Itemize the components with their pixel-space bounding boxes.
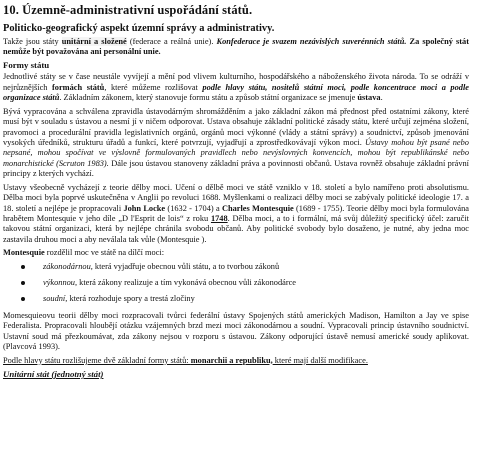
paragraph-separation-of-powers: [3, 183, 469, 246]
p3-text-3: (1689 - 1755). Teorie dělby moci byla formulována hrabětem Montesquie v jeho díle „D l'Esprit de lois“ z roku: [3, 203, 469, 223]
heading-unitary-state: Unitární stát (jednotný stát): [3, 369, 104, 379]
page-title: 10. Územně-administrativní uspořádání států.: [3, 3, 253, 17]
paragraph-montesquie-division: [3, 248, 469, 258]
p3-text-4: . Dělba moci, a to i formální, má svůj důležitý specifický účel: zaručit takovou státní organizaci, která by nejlépe chránila svobodu občanů. Aby politické svobody bylo dosaženo, je nutné, aby jedna moc zastavila druhou moci a aby neválala tak vůle (Montesquie ).: [3, 213, 469, 244]
p1-text-2: , které můžeme rozlišovat: [104, 82, 203, 92]
list-item-legislative: [3, 262, 469, 272]
p1-text-3: . Základním zákonem, který stanovuje formu státu a způsob státní organizace se jmenuje: [59, 93, 358, 103]
paragraph-federalist: Momesquieovu teorii dělby moci rozpracovali tvůrci federální ústavy Spojených států amerických Madison, Hamilton a Jay ve spise Federalista. Propracovali hloubějí otázku vzájemných brzd mezi moci zákonodárnou a soudní. Vypracovali princip ústavního soudnictví. Ustavní soud má přezkoumávat, zda zákony nejsou v rozporu s ústavou. Zákony odporující ústavě nemusí americké soudy aplikovat. (Plavcová 1993).: [3, 310, 469, 352]
powers-list: [3, 262, 469, 305]
list-item-executive: [3, 278, 469, 288]
list-item-judicial: [3, 294, 469, 304]
p6-text-1: Podle hlavy státu rozlišujeme dvě základní formy států:: [3, 355, 191, 365]
p2-quote-scruton: Ústavy mohou být psané nebo nepsané, mohou spočívat ve výslovně formulovaných pravidlech nebo nevýslovných konvencích, mohou být republikánské nebo monarchistické (Scruton 1983).: [3, 137, 469, 168]
p3-text-2: (1632 - 1704) a: [165, 203, 222, 213]
intro-text-2: (federace a reálná unie).: [126, 36, 217, 46]
p4-montesquie: Montesquie: [3, 248, 45, 258]
p6-text-2: které mají další modifikace.: [272, 355, 368, 365]
p1-criteria: podle hlavy státu, nositelů státní moci, podle koncentrace moci a podle organizace států: [3, 82, 469, 103]
p1-text-1: Jednotlivé státy se v čase neustále vyvíjejí a mění pod vlivem kulturního, hospodářského a náboženského života národa. To se odráží v nejrůznějších: [3, 72, 469, 92]
p1-bold-constitution: ústava: [357, 93, 381, 103]
p1-bold-forms: formách států: [52, 82, 105, 92]
list-item-text: , která zákony realizuje a tím vykonává obecnou vůli zákonodárce: [74, 278, 297, 288]
section-subtitle: Politicko-geografický aspekt územní správy a administrativy.: [3, 22, 275, 34]
heading-forms-of-state: Formy státu: [3, 60, 50, 71]
bullet-dot-icon: [21, 297, 25, 301]
list-item-text: , která rozhoduje spory a trestá zločiny: [65, 294, 195, 304]
bullet-dot-icon: [21, 281, 25, 285]
p6-monarchy-republic: monarchii a republiku,: [190, 355, 273, 365]
p3-john-locke: John Locke: [123, 203, 166, 213]
paragraph-constitution: [3, 107, 469, 180]
intro-confederation: Konfederace je svazem nezávislých suverénních států.: [216, 36, 407, 46]
p3-montesquie: Charles Montesquie: [221, 203, 294, 213]
intro-bold-unitary: unitární a složené: [61, 36, 127, 46]
list-item-term: zákonodárnou: [43, 261, 91, 271]
p1-text-4: .: [380, 93, 383, 103]
intro-personal-union: Za společný stát nemůže být považována ani personální unie.: [3, 36, 470, 57]
paragraph-forms: [3, 72, 469, 103]
p3-year-1748: 1748: [210, 213, 228, 223]
list-item-term: soudní: [43, 294, 66, 304]
bullet-dot-icon: [21, 265, 25, 269]
list-item-text: , která vyjadřuje obecnou vůli státu, a to tvorbou zákonů: [90, 261, 280, 271]
p4-text: rozdělil moc ve státě na dílčí moci:: [44, 248, 165, 258]
paragraph-head-of-state: [3, 356, 469, 366]
intro-paragraph: [3, 37, 469, 58]
list-item-term: výkonnou: [43, 278, 75, 288]
p2-text-2: Dále jsou ústavou stanoveny základní práva a povinnosti občanů. Ustava rovněž obsahuje základní právní principy z kterých vychází.: [3, 158, 469, 179]
p3-text-1: Ustavy všeobecně vycházejí z teorie dělby moci. Učení o dělbě moci ve státě vzniklo v 18. století a bylo namířeno proti absolutismu. Dělba moci byla poprvé uskutečněna v Anglii po revoluci 1688. Myšlenkami o realizaci dělby moci se zabývaly politické ideologie 17. a 18. století a nejlépe je propracovali: [3, 182, 469, 213]
p2-text-1: Bývá vypracována a schválena zpravidla ústavodárným shromážděním a jako základní zákon má přednost před ostatními zákony, které musí být v souladu s ústavou a nesmí jí v ničem odporovat. Ustava obsahuje základní politické zásady státu, které určují zejména složení, pravomoci a procedurální pravidla legislativních orgánů, orgánů moci výkonné (vlády a státní správy) a soudnictví, způsob jmenování vysokých úředníků, strukturu úřadů a funkcí, které potvrzují, vyjadřují a zprostředkovávají výkon moci.: [3, 106, 469, 147]
intro-text-1: Takže jsou státy: [3, 36, 62, 46]
